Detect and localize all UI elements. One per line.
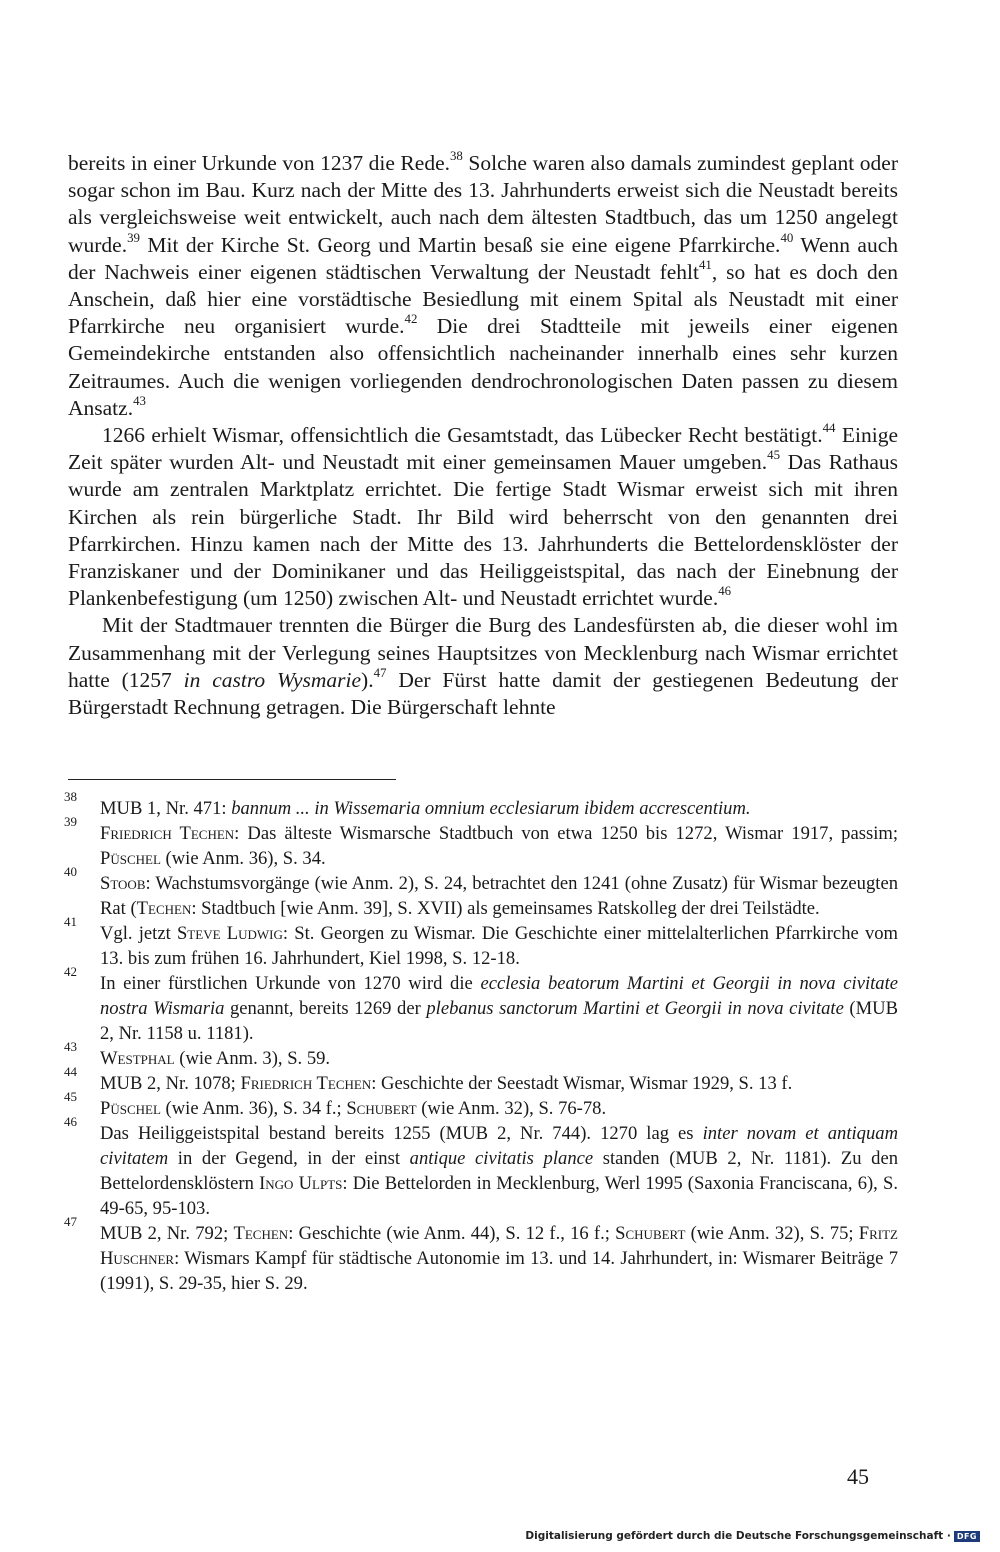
footnote-reference: 43 (133, 393, 146, 408)
author-name: Westphal (100, 1048, 175, 1069)
page-number: 45 (847, 1464, 869, 1489)
italic-text: bannum ... in Wissemaria omnium ecclesiarum ibidem accrescentium. (231, 798, 751, 819)
footnote-number: 46 (64, 1114, 77, 1129)
credit-text: Digitalisierung gefördert durch die Deutsche Forschungsgemeinschaft · (525, 1530, 951, 1542)
author-name: Ingo Ulpts (259, 1173, 343, 1194)
text-run: : Geschichte (wie Anm. 44), S. 12 f., 16 f.; (288, 1223, 616, 1244)
footnote (64, 1114, 899, 1221)
main-text (68, 150, 898, 721)
author-name: Steve Ludwig (176, 923, 283, 944)
author-name: Techen (233, 1223, 289, 1244)
footnote-reference: 42 (404, 312, 418, 327)
author-name: Schubert (615, 1223, 686, 1244)
text-run: (wie Anm. 36), S. 34. (160, 848, 326, 869)
footnote-number: 41 (64, 914, 77, 929)
footnote-reference: 39 (127, 230, 140, 245)
text-run: : Das älteste Wismarsche Stadtbuch von etwa 1250 bis 1272, Wismar 1917, passim; (234, 823, 899, 844)
footnote-reference: 47 (373, 665, 387, 680)
text-run: Die drei Stadtteile mit jeweils einer eigenen Gemeindekirche entstanden also offensichtlich nacheinander innerhalb eines sehr kurzen Zeitraumes. Auch die wenigen vorliegenden dendrochronologischen Daten passen zu diesem Ansatz. (68, 314, 898, 420)
text-run: ). (361, 667, 374, 692)
footnote-reference: 38 (449, 148, 463, 163)
author-name: Fritz Huschner (100, 1223, 898, 1269)
footnote-reference: 46 (718, 584, 732, 599)
text-run: MUB 1, Nr. 471: (100, 798, 232, 819)
text-run: Wenn auch der Nachweis einer eigenen städtischen Verwaltung der Neustadt fehlt (68, 232, 899, 284)
text-run: Das Rathaus wurde am zentralen Marktplatz errichtet. Die fertige Stadt Wismar erweist sich mit ihren Kirchen als rein bürgerliche Stadt. Ihr Bild wird beherrscht von den genannten drei Pfarrkirchen. Hinzu kamen nach der Mitte des 13. Jahrhunderts die Bettelordensklöster der Franziskaner und der Dominikaner und das Heiliggeistspital, das nach der Einebnung der Plankenbefestigung (um 1250) zwischen Alt- und Neustadt errichtet wurde. (68, 450, 899, 611)
text-run: MUB 2, Nr. 792; (100, 1223, 234, 1244)
footnote-reference: 41 (698, 257, 712, 272)
text-run: : Wismars Kampf für städtische Autonomie im 13. und 14. Jahrhundert, in: Wismarer Beiträge 7 (1991), S. 29-35, hier S. 29. (100, 1248, 898, 1294)
text-run: : Geschichte der Seestadt Wismar, Wismar 1929, S. 13 f. (371, 1073, 793, 1094)
text-run: genannt, bereits 1269 der (224, 998, 427, 1019)
footnote-number: 39 (64, 814, 77, 829)
text-run: 1266 erhielt Wismar, offensichtlich die Gesamtstadt, das Lübecker Recht bestätigt. (102, 423, 823, 448)
paragraph (68, 422, 898, 612)
text-run: : Stadtbuch [wie Anm. 39], S. XVII) als gemeinsames Ratskolleg der drei Teilstädte. (191, 898, 820, 919)
italic-text: antique civitatis plance (409, 1148, 594, 1169)
italic-text: in castro Wysmarie (183, 667, 362, 692)
footnote-reference: 45 (767, 448, 781, 463)
footnote-number: 47 (64, 1214, 77, 1229)
author-name: Püschel (100, 1098, 161, 1119)
footnote-number: 42 (64, 964, 77, 979)
footnote-number: 43 (64, 1039, 77, 1054)
footnote (64, 789, 898, 821)
text-run: MUB 2, Nr. 1078; (100, 1073, 241, 1094)
italic-text: inter novam et antiquam civitatem (100, 1123, 899, 1169)
footnote-reference: 44 (822, 420, 836, 435)
text-run: (wie Anm. 3), S. 59. (174, 1048, 331, 1069)
text-run: (wie Anm. 36), S. 34 f.; (160, 1098, 347, 1119)
footnote-number: 40 (64, 864, 77, 879)
text-run: standen (MUB 2, Nr. 1181). Zu den Bettelordensklöstern (100, 1148, 898, 1194)
author-name: Friedrich Techen (100, 823, 235, 844)
author-name: Püschel (100, 848, 161, 869)
text-run: in der Gegend, in der einst (168, 1148, 410, 1169)
text-run: In einer fürstlichen Urkunde von 1270 wird die (100, 973, 481, 994)
text-run: (MUB 2, Nr. 1158 u. 1181). (100, 998, 898, 1044)
italic-text: ecclesia beatorum Martini et Georgii in nova civitate nostra Wismaria (100, 973, 898, 1019)
footnotes (64, 789, 899, 1296)
text-run: bereits in einer Urkunde von 1237 die Rede. (68, 151, 450, 175)
text-run: : Die Bettelorden in Mecklenburg, Werl 1995 (Saxonia Franciscana, 6), S. 49-65, 95-103. (100, 1173, 898, 1219)
footnote (64, 1039, 898, 1071)
text-run: , so hat es doch den Anschein, daß hier eine vorstädtische Besiedlung mit einem Spital als Neustadt mit einer Pfarrkirche neu organisiert wurde. (68, 259, 898, 339)
text-run: Solche waren also damals zumindest geplant oder sogar schon im Bau. Kurz nach der Mitte des 13. Jahrhunderts erweist sich die Neustadt bereits als vergleichsweise weit entwickelt, auch nach dem ältesten Stadtbuch, das um 1250 angelegt wurde. (68, 151, 898, 257)
text-run: Das Heiliggeistspital bestand bereits 1255 (MUB 2, Nr. 744). 1270 lag es (100, 1123, 703, 1144)
text-run: Mit der Kirche St. Georg und Martin besaß sie eine eigene Pfarrkirche. (140, 232, 781, 257)
footnote (64, 864, 898, 921)
author-name: Friedrich Techen (240, 1073, 372, 1094)
text-run: Vgl. jetzt (100, 923, 177, 944)
text-run: Mit der Stadtmauer trennten die Bürger die Burg des Landesfürsten ab, die dieser wohl im Zusammenhang mit der Verlegung seines Hauptsitzes von Mecklenburg nach Wismar errichtet hatte (1257 (68, 613, 898, 692)
footnote-reference: 40 (780, 230, 794, 245)
footnote (64, 1064, 898, 1096)
text-run: (wie Anm. 32), S. 76-78. (416, 1098, 607, 1119)
author-name: Techen (136, 898, 192, 919)
text-run: (wie Anm. 32), S. 75; (685, 1223, 859, 1244)
footnote-separator (68, 779, 396, 780)
footnote (64, 964, 898, 1046)
footnote (64, 1089, 898, 1121)
footnote-number: 45 (64, 1089, 77, 1104)
text-run: : Wachstumsvorgänge (wie Anm. 2), S. 24, betrachtet den 1241 (ohne Zusatz) für Wismar bezeugten Rat ( (100, 873, 898, 919)
footnote (64, 914, 899, 971)
author-name: Stoob (100, 873, 146, 894)
digitization-credit (525, 1530, 980, 1542)
text-run: Einige Zeit später wurden Alt- und Neustadt mit einer gemeinsamen Mauer umgeben. (68, 423, 899, 475)
italic-text: plebanus sanctorum Martini et Georgii in nova civitate (426, 998, 844, 1019)
dfg-logo: DFG (954, 1531, 980, 1542)
paragraph (68, 612, 898, 721)
text-run: : St. Georgen zu Wismar. Die Geschichte einer mittelalterlichen Pfarrkirche vom 13. bis zum frühen 16. Jahrhundert, Kiel 1998, S. 12-18. (100, 923, 899, 969)
footnote-number: 38 (64, 789, 77, 804)
footnote (64, 814, 899, 871)
author-name: Schubert (346, 1098, 417, 1119)
footnote-number: 44 (64, 1064, 77, 1079)
paragraph (68, 150, 898, 422)
text-run: Der Fürst hatte damit der gestiegenen Bedeutung der Bürgerstadt Rechnung getragen. Die Bürgerschaft lehnte (68, 667, 898, 720)
footnote (64, 1214, 898, 1296)
